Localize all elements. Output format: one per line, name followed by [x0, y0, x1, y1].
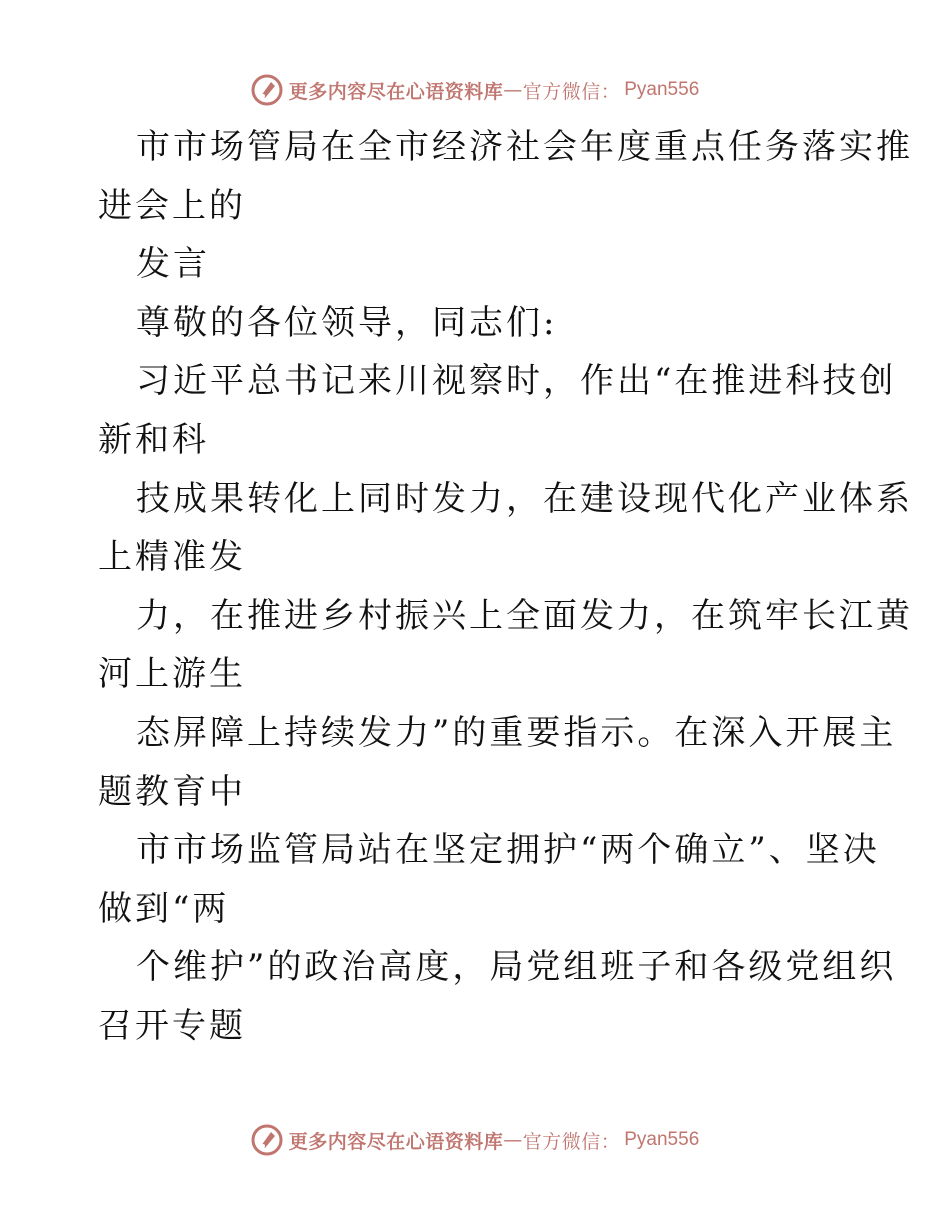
text-line: 河上游生: [98, 654, 246, 695]
pen-nib-logo-icon: [251, 1124, 283, 1156]
footer-watermark: [0, 1123, 950, 1157]
text-line: 尊敬的各位领导，同志们:: [136, 302, 558, 343]
text-line: 题教育中: [98, 771, 246, 812]
pen-nib-logo-icon: [251, 74, 283, 106]
text-line: 个维护”的政治高度，局党组班子和各级党组织: [136, 947, 897, 988]
text-line: 力，在推进乡村振兴上全面发力，在筑牢长江黄: [136, 595, 913, 636]
document-body: [98, 118, 913, 1056]
text-line: 市市场管局在全市经济社会年度重点任务落实推: [136, 127, 913, 167]
text-line: 上精准发: [98, 537, 246, 578]
text-line: 态屏障上持续发力”的重要指示。在深入开展主: [136, 712, 897, 753]
watermark-separator: —: [503, 79, 523, 101]
watermark-id: Pyan556: [624, 1129, 700, 1150]
text-line: 进会上的: [98, 185, 246, 226]
watermark-text: 更多内容尽在心语资料库: [288, 1130, 504, 1153]
text-line: 新和科: [98, 419, 209, 460]
watermark-text: 更多内容尽在心语资料库: [288, 80, 504, 103]
text-line: 习近平总书记来川视察时，作出“在推进科技创: [136, 361, 897, 402]
watermark-id: Pyan556: [624, 79, 700, 100]
text-line: 技成果转化上同时发力，在建设现代化产业体系: [136, 478, 913, 519]
text-line: 市市场监管局站在坚定拥护“两个确立”、坚决: [136, 830, 880, 871]
header-watermark: [0, 73, 950, 107]
text-line: 发言: [136, 244, 210, 285]
text-line: 召开专题: [98, 1005, 246, 1046]
watermark-sub: 官方微信：: [522, 1130, 621, 1153]
text-line: 做到“两: [98, 888, 230, 929]
watermark-separator: —: [503, 1129, 523, 1151]
watermark-sub: 官方微信：: [522, 80, 621, 103]
